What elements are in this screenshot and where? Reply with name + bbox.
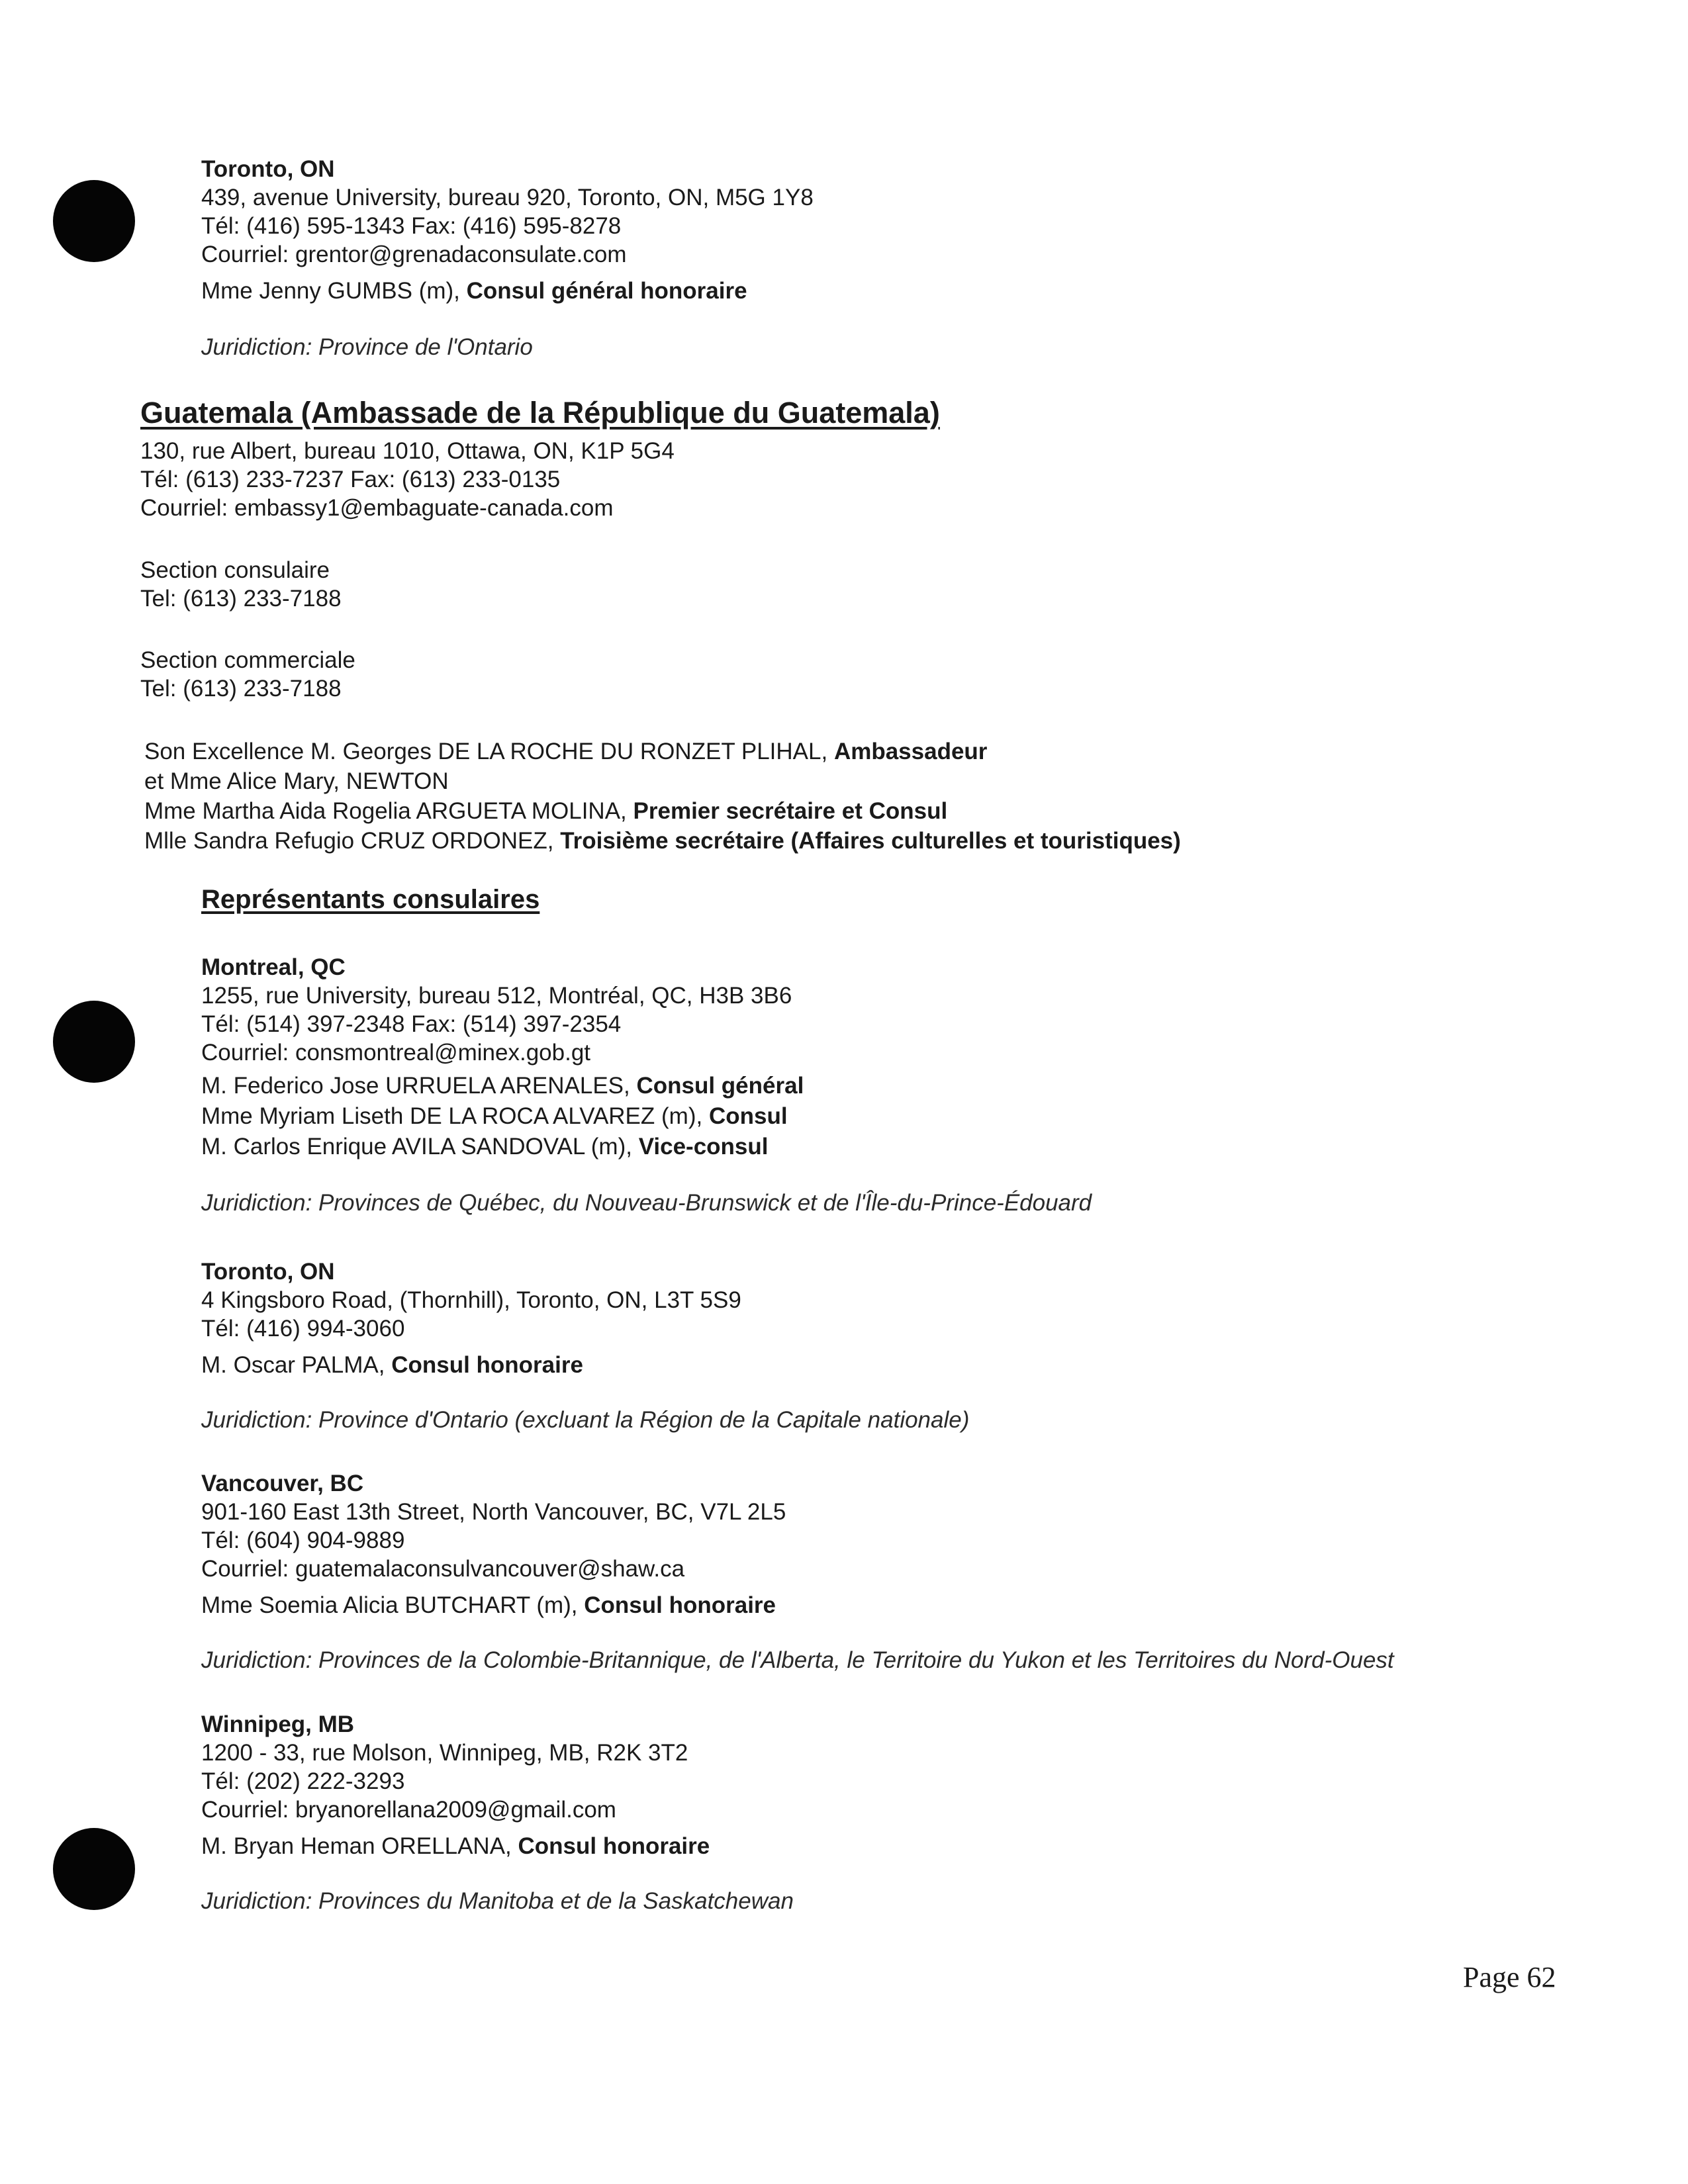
commercial-section (140, 646, 355, 703)
embassy-address: 130, rue Albert, bureau 1010, Ottawa, ON, K1P 5G4 (140, 438, 675, 464)
office-person (201, 1351, 969, 1379)
office-phone: Tél: (514) 397-2348 Fax: (514) 397-2354 (201, 1011, 622, 1037)
consular-section (140, 556, 342, 613)
staff-name: Mlle Sandra Refugio CRUZ ORDONEZ, (144, 828, 561, 854)
staff-title: Ambassadeur (833, 739, 988, 764)
staff-entry (144, 766, 1181, 796)
person-name: Mme Myriam Liseth DE LA ROCA ALVAREZ (m), (201, 1103, 709, 1129)
person-title: Consul honoraire (584, 1592, 776, 1618)
office-city: Montreal, QC (201, 954, 346, 980)
office-jurisdiction: Juridiction: Provinces de la Colombie-Britannique, de l'Alberta, le Territoire du Yukon et les Territoires du Nord-Ouest (201, 1647, 1394, 1673)
commercial-section-label: Section commerciale (140, 647, 355, 673)
punch-hole-top (53, 180, 135, 262)
office-address: 901-160 East 13th Street, North Vancouver, BC, V7L 2L5 (201, 1499, 786, 1525)
staff-entry (144, 826, 1181, 856)
staff-entry (144, 737, 1181, 766)
office-email: Courriel: consmontreal@minex.gob.gt (201, 1040, 591, 1066)
staff-title: Troisième secrétaire (Affaires culturelles et touristiques) (560, 828, 1181, 854)
person-title: Consul général honoraire (466, 278, 747, 304)
office-person (201, 1591, 1394, 1619)
person-title: Consul général (636, 1073, 804, 1099)
consular-representatives-heading: Représentants consulaires (201, 885, 540, 914)
staff-title: Premier secrétaire et Consul (633, 798, 948, 824)
office-address: 439, avenue University, bureau 920, Toronto, ON, M5G 1Y8 (201, 185, 814, 210)
commercial-section-phone: Tel: (613) 233-7188 (140, 676, 342, 702)
person-title: Consul (708, 1103, 788, 1129)
person-name: M. Oscar PALMA, (201, 1352, 392, 1378)
office-jurisdiction: Juridiction: Province de l'Ontario (201, 334, 533, 360)
person-name: M. Federico Jose URRUELA ARENALES, (201, 1073, 637, 1099)
embassy-contact (140, 437, 675, 522)
office-jurisdiction: Juridiction: Provinces de Québec, du Nouveau-Brunswick et de l'Île-du-Prince-Édouard (201, 1190, 1092, 1216)
office-jurisdiction: Juridiction: Province d'Ontario (excluant la Région de la Capitale nationale) (201, 1407, 970, 1433)
office-city: Toronto, ON (201, 156, 335, 182)
office-person (201, 277, 814, 305)
consular-section-label: Section consulaire (140, 557, 330, 583)
office-person (201, 1101, 1092, 1132)
office-phone: Tél: (604) 904-9889 (201, 1527, 405, 1553)
consular-section-phone: Tel: (613) 233-7188 (140, 586, 342, 612)
office-city: Toronto, ON (201, 1259, 335, 1285)
office-toronto (201, 1257, 969, 1434)
embassy-heading: Guatemala (Ambassade de la République du Guatemala) (140, 396, 940, 430)
office-email: Courriel: bryanorellana2009@gmail.com (201, 1797, 616, 1823)
person-name: M. Carlos Enrique AVILA SANDOVAL (m), (201, 1134, 639, 1160)
office-person (201, 1071, 1092, 1101)
office-person (201, 1132, 1092, 1162)
staff-name: et Mme Alice Mary, NEWTON (144, 768, 449, 794)
punch-hole-middle (53, 1001, 135, 1083)
office-phone: Tél: (416) 595-1343 Fax: (416) 595-8278 (201, 213, 622, 239)
office-jurisdiction: Juridiction: Provinces du Manitoba et de la Saskatchewan (201, 1888, 794, 1914)
person-title: Vice-consul (638, 1134, 769, 1160)
staff-name: Mme Martha Aida Rogelia ARGUETA MOLINA, (144, 798, 633, 824)
embassy-phone: Tél: (613) 233-7237 Fax: (613) 233-0135 (140, 467, 561, 492)
punch-hole-bottom (53, 1828, 135, 1910)
office-email: Courriel: grentor@grenadaconsulate.com (201, 242, 627, 267)
office-address: 4 Kingsboro Road, (Thornhill), Toronto, ON, L3T 5S9 (201, 1287, 741, 1313)
embassy-email: Courriel: embassy1@embaguate-canada.com (140, 495, 614, 521)
office-city: Winnipeg, MB (201, 1711, 355, 1737)
person-name: Mme Soemia Alicia BUTCHART (m), (201, 1592, 585, 1618)
staff-name: Son Excellence M. Georges DE LA ROCHE DU RONZET PLIHAL, (144, 739, 834, 764)
page-number: Page 62 (1463, 1961, 1556, 1993)
office-winnipeg (201, 1710, 794, 1915)
office-phone: Tél: (416) 994-3060 (201, 1316, 405, 1342)
office-city: Vancouver, BC (201, 1471, 364, 1496)
person-title: Consul honoraire (391, 1352, 583, 1378)
office-person (201, 1832, 794, 1860)
embassy-staff-list (144, 737, 1181, 856)
office-vancouver (201, 1469, 1394, 1674)
office-email: Courriel: guatemalaconsulvancouver@shaw.ca (201, 1556, 685, 1582)
office-toronto-top (201, 155, 814, 361)
person-name: M. Bryan Heman ORELLANA, (201, 1833, 518, 1859)
office-address: 1255, rue University, bureau 512, Montréal, QC, H3B 3B6 (201, 983, 792, 1009)
office-address: 1200 - 33, rue Molson, Winnipeg, MB, R2K 3T2 (201, 1740, 688, 1766)
person-title: Consul honoraire (518, 1833, 710, 1859)
office-montreal (201, 953, 1092, 1217)
office-phone: Tél: (202) 222-3293 (201, 1768, 405, 1794)
person-name: Mme Jenny GUMBS (m), (201, 278, 467, 304)
staff-entry (144, 796, 1181, 826)
